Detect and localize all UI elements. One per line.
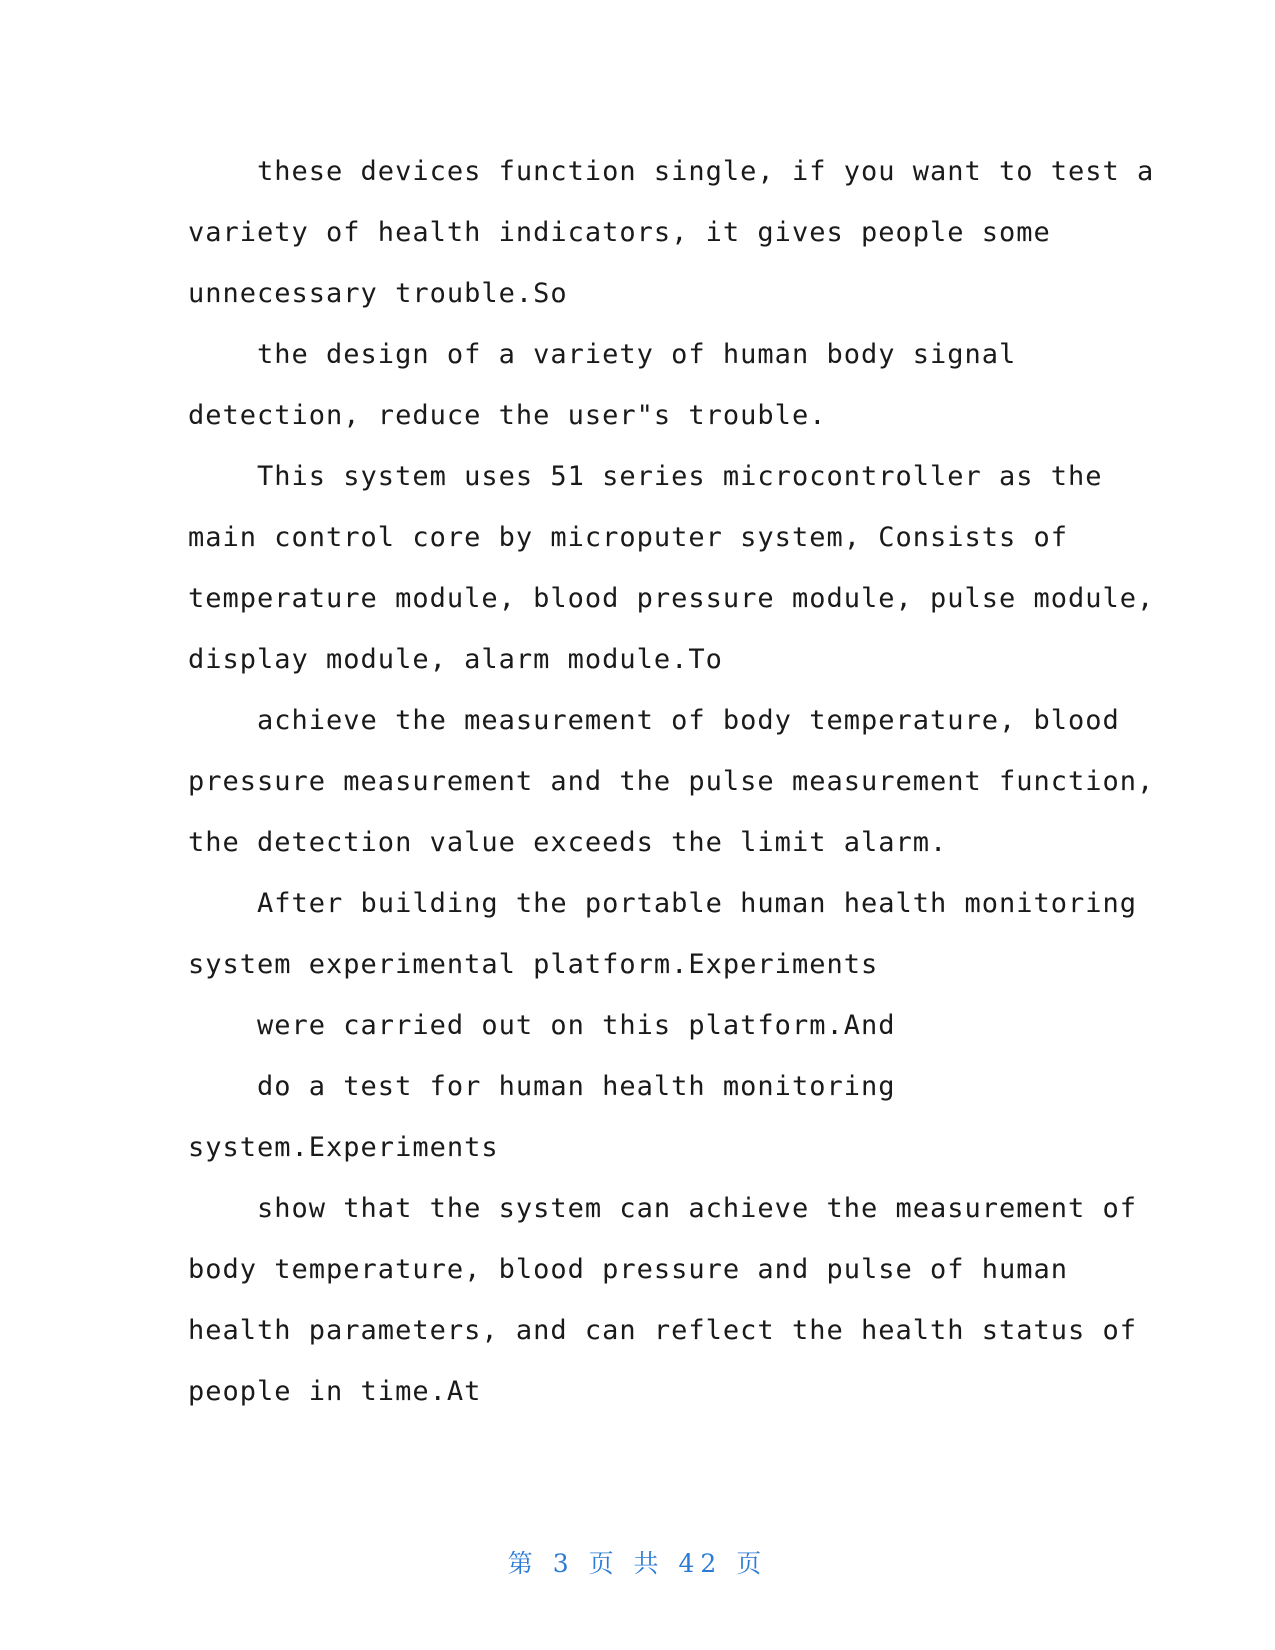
- page-number-footer: 第 3 页 共 42 页: [507, 1549, 768, 1578]
- text-line: temperature module, blood pressure module, pulse module,: [188, 583, 1155, 614]
- text-line: do a test for human health monitoring: [188, 1071, 896, 1102]
- text-line: display module, alarm module.To: [188, 644, 723, 675]
- text-line: system experimental platform.Experiments: [188, 949, 879, 980]
- text-line: health parameters, and can reflect the health status of: [188, 1315, 1138, 1346]
- text-line: After building the portable human health monitoring: [188, 888, 1138, 919]
- text-line: variety of health indicators, it gives people some: [188, 217, 1051, 248]
- text-line: the detection value exceeds the limit alarm.: [188, 827, 948, 858]
- text-line: body temperature, blood pressure and pulse of human: [188, 1254, 1069, 1285]
- text-line: This system uses 51 series microcontroller as the: [188, 461, 1103, 492]
- text-line: unnecessary trouble.So: [188, 278, 568, 309]
- text-line: were carried out on this platform.And: [188, 1010, 896, 1041]
- text-line: system.Experiments: [188, 1132, 499, 1163]
- text-line: achieve the measurement of body temperature, blood: [188, 705, 1120, 736]
- text-line: pressure measurement and the pulse measurement function,: [188, 766, 1155, 797]
- text-line: these devices function single, if you want to test a: [188, 156, 1155, 187]
- body-text: [188, 150, 1155, 1431]
- text-line: detection, reduce the user"s trouble.: [188, 400, 827, 431]
- text-line: the design of a variety of human body signal: [188, 339, 1017, 370]
- text-line: main control core by microputer system, Consists of: [188, 522, 1069, 553]
- text-line: show that the system can achieve the measurement of: [188, 1193, 1138, 1224]
- text-line: people in time.At: [188, 1376, 482, 1407]
